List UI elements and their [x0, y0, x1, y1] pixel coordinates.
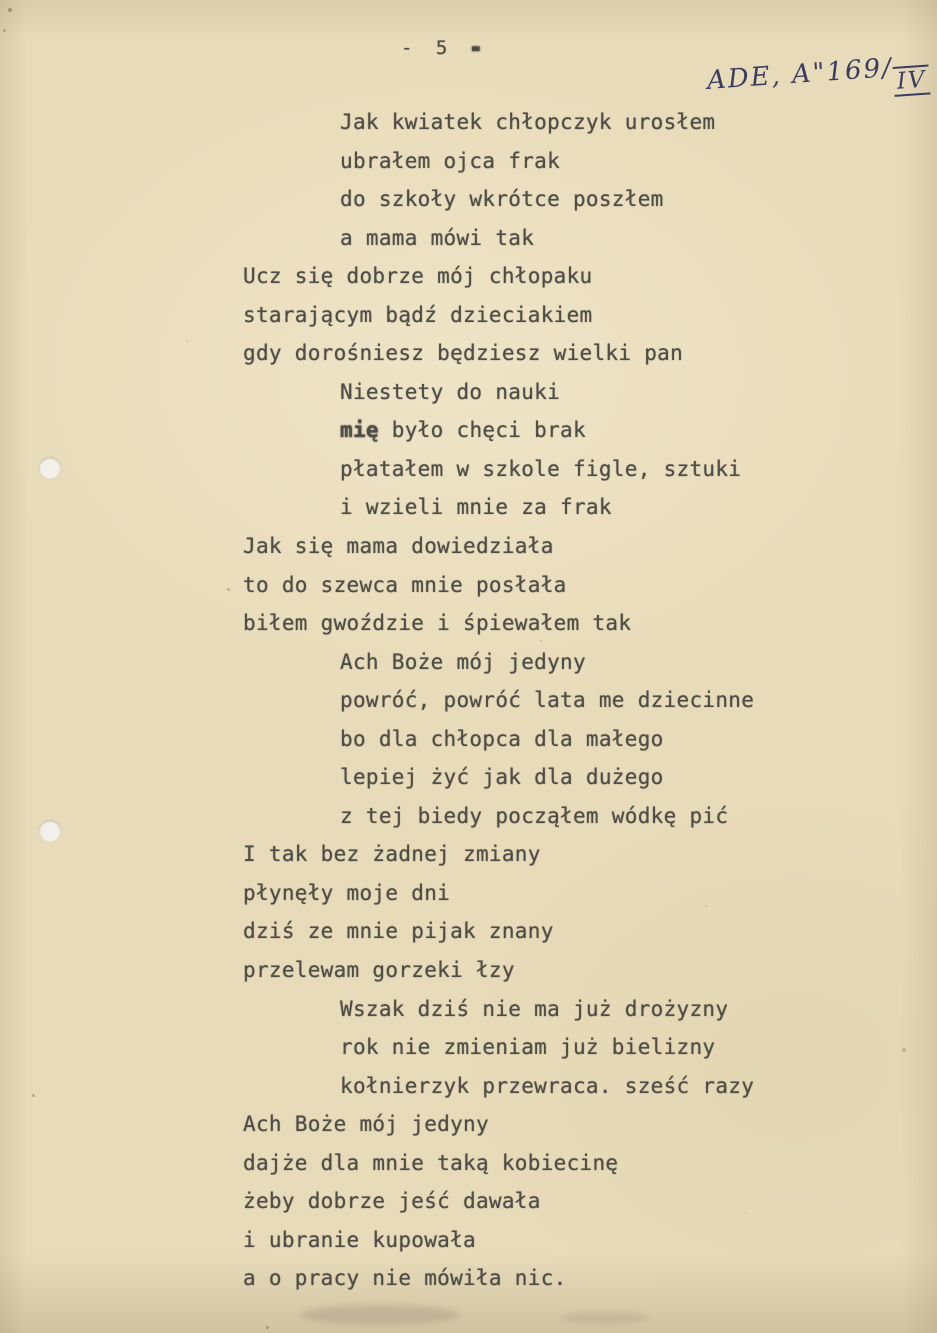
poem-line: żeby dobrze jeść dawała [243, 1189, 541, 1214]
poem-line: Ach Boże mój jedyny [340, 649, 586, 674]
paper-speck [32, 1094, 35, 1097]
poem-line: powróć, powróć lata me dziecinne [340, 688, 755, 713]
paper-speck [186, 340, 188, 342]
poem-line: ubrałem ojca frak [340, 148, 561, 173]
page-number-value: 5 [435, 37, 454, 59]
poem-line: a o pracy nie mówiła nic. [243, 1266, 567, 1291]
punch-hole-top [39, 457, 61, 479]
paper-smudge [560, 1312, 650, 1324]
poem-line: dajże dla mnie taką kobiecinę [243, 1150, 619, 1175]
paper-speck [266, 1326, 269, 1329]
paper-speck [705, 905, 707, 907]
poem-line: z tej biedy począłem wódkę pić [340, 803, 729, 828]
poem-line: Jak kwiatek chłopczyk urosłem [340, 110, 716, 134]
poem-line: mię było chęci brak [340, 418, 586, 443]
poem-line: Ucz się dobrze mój chłopaku [243, 264, 593, 289]
overstruck-word: mię [340, 418, 379, 443]
handwritten-annotation [706, 51, 930, 97]
page-number-dash-right: - [468, 29, 491, 67]
paper-smudge [300, 1305, 460, 1325]
poem-line: kołnierzyk przewraca. sześć razy [340, 1073, 755, 1098]
annotation-fraction: IV [893, 64, 931, 96]
poem-line: dziś ze mnie pijak znany [243, 919, 554, 944]
poem-line: płatałem w szkole figle, sztuki [340, 456, 742, 481]
poem-line: przelewam gorzeki łzy [243, 958, 515, 983]
poem-line: gdy dorośniesz będziesz wielki pan [243, 341, 684, 366]
page-number [401, 29, 491, 67]
poem-line: i ubranie kupowała [243, 1227, 476, 1252]
poem-line: a mama mówi tak [340, 225, 535, 250]
poem-line: i wzieli mnie za frak [340, 495, 612, 520]
poem-line: bo dla chłopca dla małego [340, 726, 664, 751]
poem-line: starającym bądź dzieciakiem [243, 302, 593, 327]
paper-speck [540, 640, 542, 642]
poem-line: Ach Boże mój jedyny [243, 1112, 489, 1137]
poem-line: Wszak dziś nie ma już drożyzny [340, 996, 729, 1021]
paper-speck [227, 588, 230, 591]
poem-line: Jak się mama dowiedziała [243, 534, 554, 559]
poem-line: I tak bez żadnej zmiany [243, 842, 541, 867]
poem-line: to do szewca mnie posłała [243, 572, 567, 597]
poem-line: płynęły moje dni [243, 880, 451, 905]
poem-line: do szkoły wkrótce poszłem [340, 187, 664, 212]
poem-line: Niestety do nauki [340, 379, 561, 404]
paper-speck [3, 29, 6, 32]
page-number-dash-left: - [401, 37, 419, 59]
poem-line: rok nie zmieniam już bielizny [340, 1035, 716, 1060]
poem-line: lepiej żyć jak dla dużego [340, 765, 664, 790]
poem-line: biłem gwoździe i śpiewałem tak [243, 611, 632, 636]
poem [243, 103, 883, 1298]
paper-speck [8, 8, 12, 12]
paper-speck [902, 1048, 906, 1052]
punch-hole-bottom [39, 820, 61, 842]
paper-speck [745, 1212, 747, 1214]
annotation-main-text: ADE, A"169/ [706, 53, 894, 96]
